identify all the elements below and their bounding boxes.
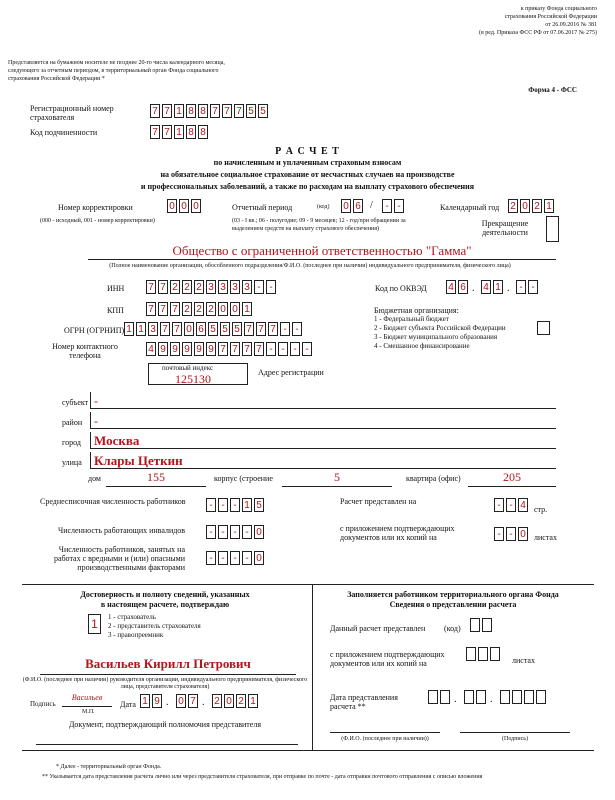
page-title: Р А С Ч Е Т [275,146,340,157]
char-cell[interactable]: - [230,551,240,565]
char-cell[interactable]: - [494,498,504,512]
fund-fio-line [330,732,440,733]
year-label: Календарный год [440,203,500,212]
char-cell[interactable]: 1 [493,280,503,294]
char-cell[interactable]: - [230,525,240,539]
char-cell[interactable]: 8 [198,104,208,118]
stop-label-1: Прекращение [481,219,529,228]
footnote-2: ** Указывается дата представления расчета лично или через представителя страхователя, при отправке по почте - дата отправки почтового отправления с описью вложения [42,774,483,780]
fund-title-2: Сведения о представлении расчета [389,600,517,609]
confirm-sign-field[interactable] [62,692,112,707]
confirm-date-month [176,694,200,708]
submit-note-3: страхования Российской Федерации * [8,76,105,82]
year-cells [508,199,556,213]
char-cell[interactable]: 1 [544,199,554,213]
char-cell[interactable]: 7 [256,322,266,336]
city-value: Москва [94,433,140,448]
char-cell[interactable]: 2 [508,199,518,213]
title-line-2: на обязательное социальное страхование от несчастных случаев на производстве [160,170,455,179]
title-line-3: и профессиональных заболеваний, а также по расходам на выплату страхового обеспечения [140,182,475,191]
fund-date-dot-1: . [454,694,457,705]
budget-option-2: 2 - Бюджет субъекта Российской Федерации [374,324,506,332]
period-code-label: (код) [317,204,330,210]
fund-fio-note: (Ф.И.О. (последнее при наличии)) [341,736,429,742]
char-cell[interactable]: - [290,342,300,356]
char-cell[interactable]: 0 [179,199,189,213]
char-cell[interactable]: - [218,525,228,539]
okved-cells-3 [516,280,540,294]
char-cell[interactable]: 1 [242,498,252,512]
fund-title-1: Заполняется работником территориального органа Фонда [347,590,559,599]
phone-label-2: телефона [69,351,101,360]
char-cell[interactable]: 0 [176,694,186,708]
char-cell[interactable]: - [506,498,516,512]
ogrn-cells [124,322,304,336]
char-cell[interactable]: 9 [152,694,162,708]
bottom-bottom-border [22,750,594,751]
submit-note-2: следующего за отчетным периодом, в территориальный орган Фонда социального [8,68,219,74]
char-cell[interactable]: 1 [136,322,146,336]
org-name-field[interactable] [88,243,556,260]
period-label: Отчетный период [232,203,293,212]
harmful-label-2: работах с вредными и (или) опасными [53,554,185,563]
char-cell[interactable]: 7 [242,342,252,356]
fund-code-label: (код) [444,624,461,633]
char-cell[interactable]: 1 [174,125,184,139]
subject-value: - [94,394,98,408]
pages-unit: стр. [534,505,548,514]
fund-date-year[interactable] [500,690,548,704]
char-cell[interactable]: 8 [186,104,196,118]
char-cell[interactable]: 9 [194,342,204,356]
budget-option-3: 3 - Бюджет муниципального образования [374,333,498,341]
org-name-note: (Полное наименование организации, обособленного подразделения/Ф.И.О. (последнее при наличии) индивидуального предпринимателя, физического лица) [109,263,511,269]
char-cell[interactable]: 3 [242,280,252,294]
period-note-2: выделением средств на выплату страхового обеспечения) [232,226,379,232]
char-cell[interactable]: 3 [230,280,240,294]
bottom-top-border [22,584,594,585]
char-cell[interactable]: 9 [206,342,216,356]
char-cell[interactable]: 1 [248,694,258,708]
confirm-doc-line [36,744,298,745]
footnote-1: * Далее - территориальный орган Фонда. [56,764,162,770]
confirm-who-value: 1 [91,617,98,631]
district-value: - [94,414,98,428]
char-cell[interactable]: - [206,525,216,539]
okved-label: Код по ОКВЭД [375,284,427,293]
postal-label: почтовый индекс [162,364,214,372]
char-cell[interactable]: 0 [518,527,528,541]
char-cell[interactable] [478,647,488,661]
char-cell[interactable]: - [206,498,216,512]
char-cell[interactable] [428,690,438,704]
subject-divider [90,392,91,408]
char-cell[interactable]: 5 [232,322,242,336]
budget-option-4: 4 - Смешанное финансирование [374,342,470,350]
fund-attach-cells[interactable] [466,647,502,661]
confirm-sign-label: Подпись [30,700,56,708]
period-slash: / [370,200,373,211]
harmful-label-1: Численность работников, занятых на [58,545,185,554]
char-cell[interactable]: 7 [146,302,156,316]
char-cell[interactable]: 7 [172,322,182,336]
confirm-who-3: 3 - правопреемник [108,631,164,639]
attach-label-2: документов или их копий на [340,533,437,542]
char-cell[interactable]: 0 [218,302,228,316]
char-cell[interactable]: 0 [230,302,240,316]
char-cell[interactable]: 2 [236,694,246,708]
okved-cells-2 [481,280,505,294]
confirm-mp: М.П. [82,709,95,715]
char-cell[interactable]: 7 [254,342,264,356]
reg-address-label: Адрес регистрации [258,368,324,377]
flat-field[interactable] [468,470,556,487]
char-cell[interactable]: 2 [532,199,542,213]
fund-date-label-1: Дата представления [330,693,398,702]
confirm-date-label: Дата [120,700,136,709]
city-divider [90,432,91,448]
street-field[interactable] [90,452,556,469]
char-cell[interactable]: - [278,342,288,356]
char-cell[interactable]: 1 [174,104,184,118]
fund-date-dot-2: . [490,694,493,705]
house-field[interactable] [106,470,206,487]
fund-code-cells[interactable] [470,618,494,632]
title-line-1: по начисленным и уплаченным страховым взносам [213,158,402,167]
city-label: город [62,438,81,447]
confirm-fio-note-1: (Ф.И.О. (последнее при наличии) руководителя организации, индивидуального предпринимателя, физического [22,677,308,683]
char-cell[interactable] [490,647,500,661]
reg-number-cells [150,104,270,118]
subordination-label: Код подчиненности [30,128,98,137]
char-cell[interactable]: 4 [481,280,491,294]
stop-activity-box[interactable] [546,216,559,242]
confirm-fio: Васильев Кирилл Петрович [85,656,251,671]
attach-unit: листах [534,533,557,542]
inn-label: ИНН [107,284,125,293]
building-field[interactable] [282,470,392,487]
char-cell[interactable]: 8 [186,125,196,139]
building-label: корпус (строение [214,474,273,483]
confirm-who-box[interactable] [88,614,101,634]
char-cell[interactable]: 4 [518,498,528,512]
correction-note: (000 - исходный, 001 - номер корректировки) [40,218,155,224]
char-cell[interactable] [470,618,480,632]
fund-attach-label-2: документов или их копий на [330,659,427,668]
city-field[interactable] [90,432,556,449]
char-cell[interactable]: 7 [244,322,254,336]
char-cell[interactable]: 3 [218,280,228,294]
attach-cells [494,527,530,541]
char-cell[interactable]: - [218,551,228,565]
district-label: район [62,418,83,427]
char-cell[interactable]: 2 [182,280,192,294]
inn-cells [146,280,278,294]
ogrn-label: ОГРН (ОГРНИП) [64,326,125,335]
char-cell[interactable]: 7 [160,322,170,336]
kpp-label: КПП [107,306,124,315]
char-cell[interactable]: 7 [162,104,172,118]
char-cell[interactable]: 5 [246,104,256,118]
char-cell[interactable] [512,690,522,704]
char-cell[interactable]: 2 [212,694,222,708]
phone-cells [146,342,314,356]
fund-date-label-2: расчета ** [330,702,366,711]
char-cell[interactable]: 0 [341,199,351,213]
submit-note-1: Представляется на бумажном носителе не позднее 20-го числа календарного месяца, [8,60,225,66]
char-cell[interactable]: 6 [353,199,363,213]
okved-cells-1 [446,280,470,294]
avg-employees-cells [206,498,266,512]
char-cell[interactable]: 0 [254,551,264,565]
order-line-1: к приказу Фонда социального [520,6,597,12]
building-value: 5 [334,470,340,484]
order-line-3: от 26.09.2016 № 381 [545,22,597,28]
fund-date-month[interactable] [464,690,488,704]
char-cell[interactable]: - [506,527,516,541]
char-cell[interactable] [476,690,486,704]
confirm-fio-field[interactable] [40,656,296,675]
fund-attach-label-1: с приложением подтверждающих [330,650,445,659]
char-cell[interactable]: 2 [206,302,216,316]
period-cells-2 [382,199,406,213]
budget-title: Бюджетная организация: [374,306,459,315]
char-cell[interactable]: 9 [182,342,192,356]
order-line-4: (в ред. Приказа ФСС РФ от 07.06.2017 № 275) [478,30,597,36]
char-cell[interactable]: - [280,322,290,336]
char-cell[interactable]: 7 [158,302,168,316]
char-cell[interactable]: 1 [124,322,134,336]
confirm-date-year [212,694,260,708]
subject-label: субъект [62,398,89,407]
house-value: 155 [147,470,165,484]
char-cell[interactable]: 7 [146,280,156,294]
char-cell[interactable]: 5 [258,104,268,118]
correction-cells [167,199,203,213]
char-cell[interactable] [524,690,534,704]
char-cell[interactable]: - [242,551,252,565]
postal-value: 125130 [175,372,211,386]
stop-label-2: деятельности [482,228,528,237]
char-cell[interactable]: 7 [162,125,172,139]
char-cell[interactable] [440,690,450,704]
char-cell[interactable]: 7 [188,694,198,708]
char-cell[interactable]: 4 [146,342,156,356]
char-cell[interactable]: 5 [208,322,218,336]
char-cell[interactable]: 3 [148,322,158,336]
house-label: дом [88,474,101,483]
okved-dot-2: . [507,283,510,294]
disabled-cells [206,525,266,539]
street-divider [90,452,91,468]
char-cell[interactable]: - [242,525,252,539]
char-cell[interactable]: - [230,498,240,512]
form-name: Форма 4 - ФСС [528,86,577,94]
char-cell[interactable]: 4 [446,280,456,294]
subject-field[interactable] [90,392,556,409]
fund-sign-line [460,732,570,733]
budget-option-1: 1 - Федеральный бюджет [374,315,449,323]
char-cell[interactable]: 7 [268,322,278,336]
char-cell[interactable]: 7 [170,302,180,316]
char-cell[interactable]: 0 [224,694,234,708]
char-cell[interactable]: 7 [222,104,232,118]
char-cell[interactable]: 7 [218,342,228,356]
char-cell[interactable]: 0 [167,199,177,213]
char-cell[interactable]: - [266,280,276,294]
char-cell[interactable] [482,618,492,632]
char-cell[interactable]: - [218,498,228,512]
char-cell[interactable] [464,690,474,704]
confirm-date-dot-2: . [202,697,205,708]
char-cell[interactable]: 9 [158,342,168,356]
confirm-doc-label: Документ, подтверждающий полномочия представителя [68,720,262,729]
char-cell[interactable]: 7 [234,104,244,118]
char-cell[interactable]: - [394,199,404,213]
confirm-title-1: Достоверность и полноту сведений, указанных [80,590,250,599]
attach-label-1: с приложением подтверждающих [340,524,455,533]
char-cell[interactable]: 7 [210,104,220,118]
kpp-cells [146,302,254,316]
district-divider [90,412,91,428]
fund-presented-label: Данный расчет представлен [330,624,426,633]
char-cell[interactable]: - [254,280,264,294]
char-cell[interactable]: 0 [184,322,194,336]
confirm-who-2: 2 - представитель страхователя [108,622,201,630]
char-cell[interactable]: - [266,342,276,356]
char-cell[interactable]: 7 [150,104,160,118]
char-cell[interactable]: 7 [230,342,240,356]
char-cell[interactable]: 1 [242,302,252,316]
subordination-cells [150,125,210,139]
period-note-1: (03 - I кв.; 06 - полугодие; 09 - 9 месяцев; 12 - год/при обращении за [232,218,406,224]
reg-number-label-2: страхователя [30,113,75,122]
phone-label-1: Номер контактного [52,342,118,351]
fund-sheets-label: листах [512,656,535,665]
char-cell[interactable] [466,647,476,661]
pages-label: Расчет представлен на [340,497,417,506]
char-cell[interactable]: 7 [158,280,168,294]
char-cell[interactable]: - [302,342,312,356]
char-cell[interactable]: 2 [194,302,204,316]
avg-employees-label: Среднесписочная численность работников [40,497,186,506]
confirm-date-dot-1: . [166,697,169,708]
harmful-label-3: производственными факторами [77,563,185,572]
char-cell[interactable]: - [494,527,504,541]
char-cell[interactable]: 8 [198,125,208,139]
char-cell[interactable]: 3 [206,280,216,294]
flat-label: квартира (офис) [406,474,461,483]
char-cell[interactable]: - [382,199,392,213]
char-cell[interactable]: - [516,280,526,294]
char-cell[interactable]: 7 [150,125,160,139]
char-cell[interactable]: - [292,322,302,336]
char-cell[interactable]: 5 [254,498,264,512]
confirm-title-2: в настоящем расчете, подтверждаю [100,600,230,609]
street-value: Клары Цеткин [94,453,183,468]
fund-sign-note: (Подпись) [501,736,529,742]
budget-box[interactable] [537,321,550,335]
char-cell[interactable]: 2 [194,280,204,294]
order-line-2: страхования Российской Федерации [504,14,597,20]
char-cell[interactable]: 6 [196,322,206,336]
char-cell[interactable]: 0 [520,199,530,213]
confirm-date-day [140,694,164,708]
district-field[interactable] [90,412,556,429]
okved-dot-1: . [472,283,475,294]
char-cell[interactable]: - [528,280,538,294]
correction-label: Номер корректировки [58,203,133,212]
disabled-label: Численность работающих инвалидов [58,526,186,535]
reg-number-label-1: Регистрационный номер [30,104,114,113]
period-cells [341,199,365,213]
char-cell[interactable]: 0 [254,525,264,539]
char-cell[interactable]: 1 [140,694,150,708]
confirm-sign-value: Васильев [71,693,103,702]
org-name: Общество с ограниченной ответственностью "Гамма" [172,243,472,258]
char-cell[interactable]: 0 [191,199,201,213]
char-cell[interactable]: 9 [170,342,180,356]
harmful-cells [206,551,266,565]
confirm-who-1: 1 - страхователь [108,613,156,621]
flat-value: 205 [503,470,521,484]
bottom-divider [312,584,313,750]
char-cell[interactable]: 5 [220,322,230,336]
char-cell[interactable]: 6 [458,280,468,294]
char-cell[interactable] [536,690,546,704]
street-label: улица [62,458,82,467]
confirm-fio-note-2: лица, представителя страхователя) [120,684,210,690]
char-cell[interactable]: 2 [170,280,180,294]
char-cell[interactable]: 2 [182,302,192,316]
char-cell[interactable] [500,690,510,704]
char-cell[interactable]: - [206,551,216,565]
pages-cells [494,498,530,512]
fund-date-day[interactable] [428,690,452,704]
